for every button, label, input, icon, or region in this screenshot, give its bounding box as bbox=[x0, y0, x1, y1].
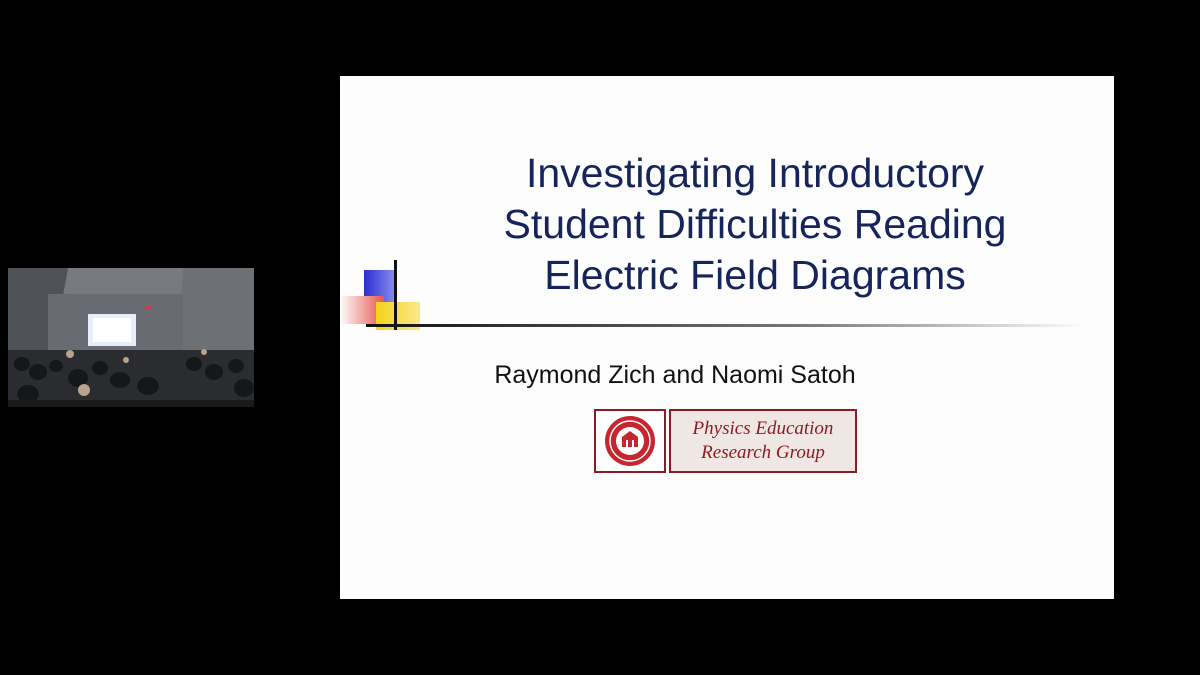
slide-title-line: Investigating Introductory bbox=[525, 150, 985, 196]
slide-authors: Raymond Zich and Naomi Satoh bbox=[494, 361, 856, 389]
deco-horizontal-line bbox=[366, 324, 1086, 327]
university-seal-icon bbox=[600, 413, 660, 469]
group-name-box bbox=[669, 409, 857, 473]
university-seal-box bbox=[594, 409, 666, 473]
slide-title-line: Electric Field Diagrams bbox=[544, 252, 966, 298]
lecture-room-video-frame bbox=[8, 268, 254, 407]
group-name-line: Research Group bbox=[701, 442, 825, 463]
presentation-slide bbox=[340, 76, 1114, 599]
title-decoration bbox=[340, 260, 1114, 330]
group-name-line: Physics Education bbox=[692, 418, 834, 439]
research-group-logo bbox=[594, 409, 857, 473]
deco-vertical-line bbox=[394, 260, 397, 330]
presenter-camera-feed bbox=[8, 268, 254, 407]
slide-title-line: Student Difficulties Reading bbox=[503, 201, 1007, 247]
